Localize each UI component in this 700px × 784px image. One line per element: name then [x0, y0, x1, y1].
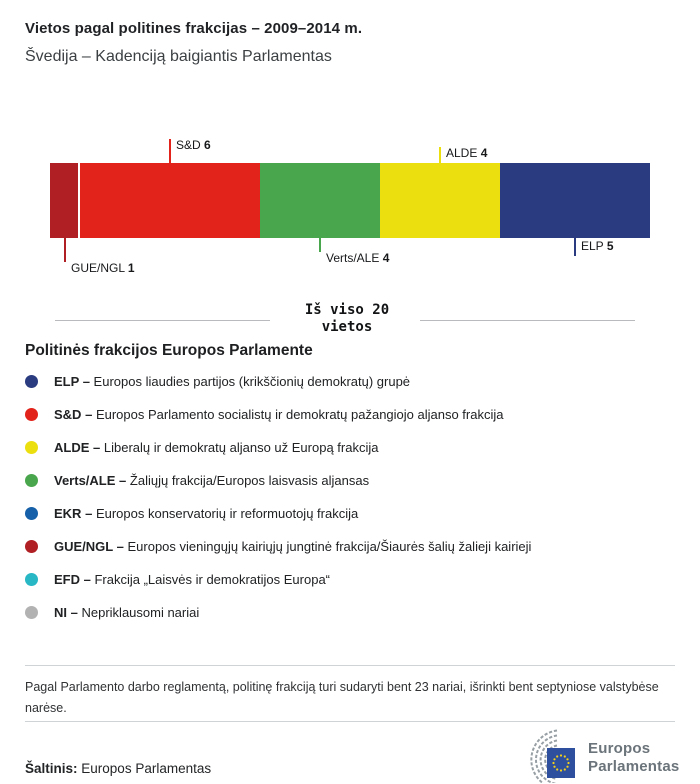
bar-label-seats: 1 [127, 261, 135, 275]
legend-item-ekr [25, 506, 358, 520]
total-seats-line2: vietos [321, 319, 373, 335]
legend-item-ni [25, 605, 199, 619]
ep-logo-line1: Europos [588, 740, 651, 757]
legend-label: S&D – Europos Parlamento socialistų ir demokratų pažangiojo aljanso frakcija [54, 406, 504, 422]
legend-item-gue-ngl [25, 539, 531, 553]
bar-segment-verts-ale [260, 163, 380, 238]
bar-label-name: Verts/ALE [326, 251, 380, 265]
legend-item-sd [25, 407, 503, 421]
ep-logo-line2: Parlamentas [588, 758, 680, 775]
legend-dot-icon [25, 540, 38, 553]
footer-divider-bottom [25, 721, 675, 722]
bar-label-verts-ale [326, 251, 389, 265]
legend-item-verts-ale [25, 473, 369, 487]
segment-divider [78, 163, 80, 238]
total-rule-left [55, 320, 270, 321]
legend-label: EFD – Frakcija „Laisvės ir demokratijos Europa“ [54, 571, 331, 587]
ep-hemicycle-icon [510, 729, 580, 783]
footnote-text: Pagal Parlamento darbo reglamentą, politinę frakciją turi sudaryti bent 23 nariai, išrinkti bent septyniose valstybėse narėse. [25, 680, 659, 715]
legend-item-elp [25, 374, 410, 388]
legend-dot-icon [25, 474, 38, 487]
legend-item-alde [25, 440, 378, 454]
bar-tick-verts-ale [319, 238, 321, 252]
ep-logo-text [588, 729, 679, 776]
legend-label: ALDE – Liberalų ir demokratų aljanso už Europą frakcija [54, 439, 379, 455]
legend-heading: Politinės frakcijos Europos Parlamente [25, 342, 313, 359]
source-value: Europos Parlamentas [81, 761, 212, 776]
bar-label-elp [581, 239, 614, 253]
bar-label-sd [176, 138, 211, 152]
legend-label: NI – Nepriklausomi nariai [54, 604, 200, 620]
page-title: Vietos pagal politines frakcijas – 2009–2014 m. [25, 20, 363, 37]
bar-label-seats: 6 [204, 138, 211, 152]
legend-label: ELP – Europos liaudies partijos (krikščionių demokratų) grupė [54, 373, 411, 389]
bar-segment-gue-ngl [50, 163, 80, 238]
bar-label-gue-ngl [71, 261, 135, 275]
total-seats-label [247, 302, 447, 336]
bar-tick-sd [169, 139, 171, 163]
total-seats-line1: Iš viso 20 [304, 302, 390, 318]
bar-label-seats: 4 [382, 251, 390, 265]
bar-label-alde [446, 146, 487, 160]
bar-tick-elp [574, 238, 576, 256]
legend-label: Verts/ALE – Žaliųjų frakcija/Europos laisvasis aljansas [54, 472, 370, 488]
bar-label-name: ALDE [446, 146, 478, 160]
bar-segment-alde [380, 163, 500, 238]
page-subtitle: Švedija – Kadenciją baigiantis Parlamentas [25, 48, 332, 65]
bar-label-seats: 4 [480, 146, 488, 160]
source-line [25, 761, 211, 776]
bar-label-seats: 5 [606, 239, 614, 253]
bar-label-name: S&D [176, 138, 201, 152]
bar-segment-elp [500, 163, 650, 238]
legend-dot-icon [25, 573, 38, 586]
footer-divider-top [25, 665, 675, 666]
legend-dot-icon [25, 408, 38, 421]
legend-label: EKR – Europos konservatorių ir reformuotojų frakcija [54, 505, 359, 521]
bar-label-name: GUE/NGL [71, 261, 125, 275]
bar-label-name: ELP [581, 239, 604, 253]
legend-dot-icon [25, 606, 38, 619]
legend-dot-icon [25, 507, 38, 520]
source-label: Šaltinis: [25, 761, 78, 776]
total-rule-right [420, 320, 635, 321]
eu-flag-icon [547, 748, 575, 778]
legend-dot-icon [25, 375, 38, 388]
legend-item-efd [25, 572, 330, 586]
bar-segment-sd [80, 163, 260, 238]
legend-dot-icon [25, 441, 38, 454]
legend-label: GUE/NGL – Europos vieningųjų kairiųjų jungtinė frakcija/Šiaurės šalių žalieji kairieji [54, 538, 532, 554]
ep-logo [510, 729, 679, 783]
bar-tick-gue-ngl [64, 238, 66, 262]
bar-tick-alde [439, 147, 441, 163]
